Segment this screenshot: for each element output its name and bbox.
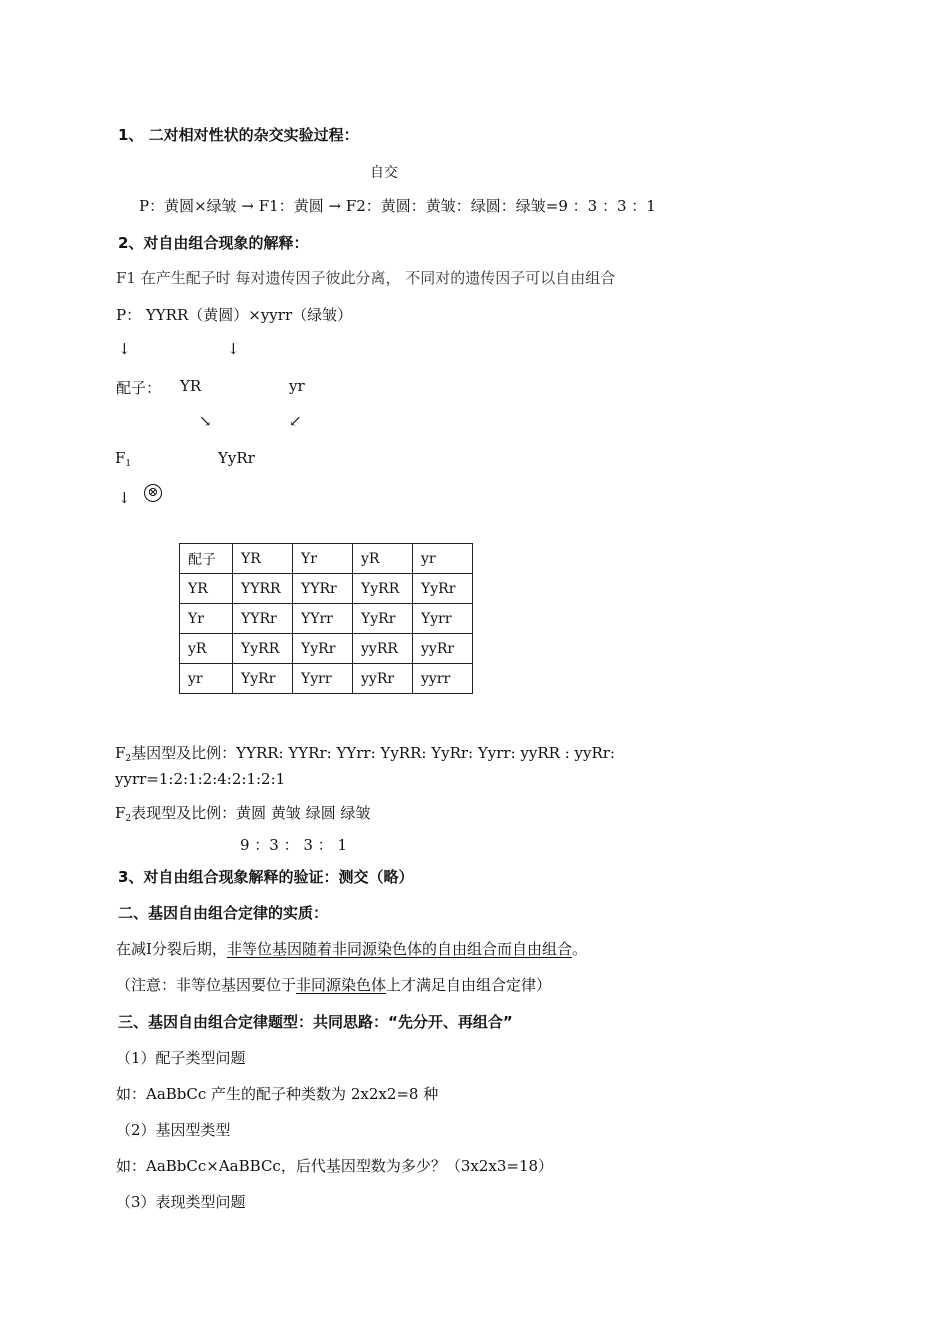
section-3-title: 3、对自由组合现象解释的验证：测交（略） (118, 868, 414, 886)
arrow-se: ↘ (199, 412, 212, 430)
problem-1-title: （1）配子类型问题 (116, 1049, 246, 1067)
table-row: YR YYRR YYRr YyRR YyRr (180, 574, 473, 604)
gamete-label: 配子： (116, 379, 162, 397)
selfing-label: 自交 (370, 165, 398, 181)
cross-process: P：黄圆×绿皱 → F1：黄圆 → F2：黄圆：黄皱：绿圆：绿皱=9 ：3 ：3 ：1 (139, 197, 656, 215)
arrow-sw: ↙ (289, 412, 302, 430)
essence-text: 在减Ⅰ分裂后期，非等位基因随着非同源染色体的自由组合而自由组合。 (116, 940, 587, 958)
f2-genotype-ratio: $F_2$基因型及比例：YYRR: YYRr: YYrr: YyRR: YyRr: Yyrr: yyRR : yyRr: (115, 744, 616, 764)
f1-label: $F_1$ (115, 449, 132, 469)
section-1-title: 1、 二对相对性状的杂交实验过程： (118, 126, 359, 144)
problem-1-example: 如：AaBbCc 产生的配子种类数为 2x2x2=8 种 (116, 1085, 439, 1103)
table-row: yr YyRr Yyrr yyRr yyrr (180, 664, 473, 694)
f2-genotype-ratio-cont: yyrr=1:2:1:2:4:2:1:2:1 (115, 770, 286, 788)
essence-note: （注意：非等位基因要位于非同源染色体上才满足自由组合定律） (116, 976, 552, 994)
section-essence-title: 二、基因自由组合定律的实质： (118, 904, 329, 922)
explanation-text: F1 在产生配子时 每对遗传因子彼此分离， 不同对的遗传因子可以自由组合 (116, 269, 616, 287)
section-2-title: 2、对自由组合现象的解释： (118, 234, 309, 252)
table-row: Yr YYRr YYrr YyRr Yyrr (180, 604, 473, 634)
arrow-down-f1: ↓ (118, 489, 131, 507)
gamete-1: YR (180, 377, 202, 395)
f2-phenotype-numbers: 9 ：3 ： 3 ： 1 (240, 836, 348, 854)
f2-phenotype-ratio: $F_2$表现型及比例：黄圆 黄皱 绿圆 绿皱 (115, 804, 371, 824)
p-generation: P： YYRR（黄圆）×yyrr（绿皱） (116, 306, 353, 324)
section-problems-title: 三、基因自由组合定律题型：共同思路：“先分开、再组合” (118, 1013, 513, 1031)
table-row: 配子 YR Yr yR yr (180, 544, 473, 574)
f1-genotype: YyRr (218, 449, 255, 467)
selfing-symbol-icon: ⊗ (144, 484, 162, 502)
arrow-down-right: ↓ (227, 340, 240, 358)
problem-3-title: （3）表现类型问题 (116, 1193, 246, 1211)
table-row: yR YyRR YyRr yyRR yyRr (180, 634, 473, 664)
problem-2-example: 如：AaBbCc×AaBBCc，后代基因型数为多少？（3x2x3=18） (116, 1157, 554, 1175)
punnett-square (179, 543, 473, 694)
problem-2-title: （2）基因型类型 (116, 1121, 231, 1139)
arrow-down-left: ↓ (118, 340, 131, 358)
gamete-2: yr (289, 377, 305, 395)
